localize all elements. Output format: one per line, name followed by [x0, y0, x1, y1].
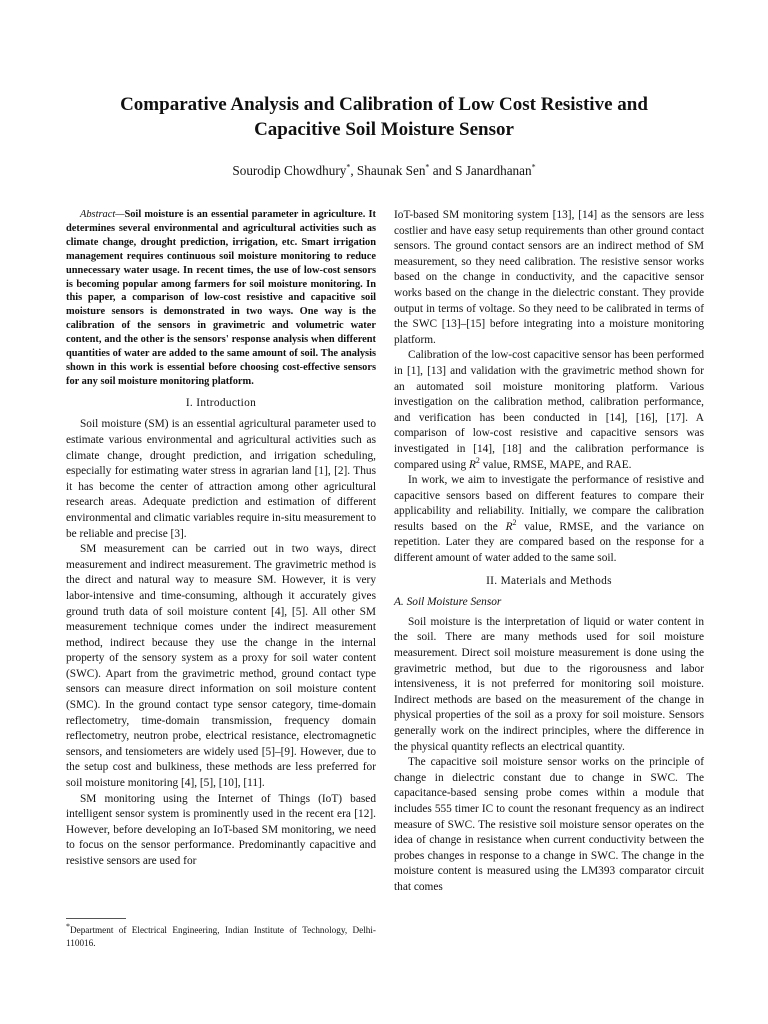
affiliation-mark: * — [531, 162, 536, 172]
author-1: Sourodip Chowdhury — [232, 163, 347, 178]
affiliation-mark: * — [346, 162, 351, 172]
r-squared-symbol: R — [505, 520, 513, 533]
author-3: S Janardhanan — [455, 163, 532, 178]
methods-paragraph-2: The capacitive soil moisture sensor works on the principle of change in dielectric constant due to change in SWC. The capacitance-based sensing probe comes within a module that includes 555 timer IC to count the resonant frequency as an indirect measure of SWC. The resistive soil moisture sensor operates on the idea of change in resistance when current conductivity between the probes changes in response to a change in SWC. The change in the moisture content is measured using the LM393 comparator circuit that comes — [394, 756, 704, 893]
title-line-2: Capacitive Soil Moisture Sensor — [254, 119, 514, 140]
footnote-divider — [66, 918, 126, 919]
right-column — [394, 208, 704, 896]
author-separator: and — [429, 163, 456, 178]
paragraph-text: In work, we aim to investigate the performance of resistive and capacitive sensors based on different features to compare their applicability and reliability. Initially, we compare the calibration results based on the — [394, 474, 704, 533]
abstract-label: Abstract— — [80, 209, 125, 220]
paper-title — [60, 92, 708, 142]
title-line-1: Comparative Analysis and Calibration of Low Cost Resistive and — [120, 94, 648, 115]
r-squared-exponent: 2 — [512, 518, 517, 528]
footnote-mark: * — [66, 921, 70, 931]
author-list — [60, 163, 708, 179]
intro-paragraph-5 — [394, 473, 704, 567]
section-heading-introduction: I. Introduction — [185, 396, 257, 409]
intro-paragraph-3: SM monitoring using the Internet of Things (IoT) based intelligent sensor system is prominently used in the recent era [12]. However, before developing an IoT-based SM monitoring, we need to focus on the sensor performance. Predominantly capacitive and resistive sensors are used for — [66, 792, 376, 867]
intro-paragraph-2: SM measurement can be carried out in two ways, direct measurement and indirect measurement. The gravimetric method is the direct and natural way to measure SM. However, it is very labor-intensive and time-consuming, although it accurately gives ground truth data of soil moisture content [4], [5]. All other SM measurement technique comes under the indirect measurement method, indirect because they use the change in the internal property of the sensory system as a proxy for soil water content (SWC). Apart from the gravimetric method, ground contact type sensors can measure direct information on soil moisture content (SMC). In the ground contact type sensor category, time-domain reflectometry, time-domain transmission, frequency domain reflectometry, neutron probe, electrical resistance, electromagnetic sensors, and tensiometers are widely used [5]–[9]. However, due to the setup cost and bulkiness, these methods are less preferred for soil moisture monitoring [4], [5], [10], [11]. — [66, 543, 376, 790]
subsection-heading-sensor: A. Soil Moisture Sensor — [394, 596, 502, 609]
paragraph-text: Calibration of the low-cost capacitive sensor has been performed in [1], [13] and validation with the gravimetric method shown for an automated soil moisture monitoring platform. Various investigation on the calibration method, calibration performance, and verification has been conducted in [14], [16], [17]. A comparison of low-cost resistive and capacitive sensors was investigated in [14], [18] and the calibration performance is compared using — [394, 349, 704, 471]
footnote-text: Department of Electrical Engineering, Indian Institute of Technology, Delhi-110016. — [66, 925, 376, 948]
intro-paragraph-4 — [394, 348, 704, 473]
paragraph-text: value, RMSE, and the variance on repetition. Later they are compared based on the response for a different amount of water added to the same soil. — [394, 520, 704, 565]
intro-paragraph-3-continued: IoT-based SM monitoring system [13], [14] as the sensors are less costlier and have easy setup requirements than other ground contact sensors. The ground contact sensors are an indirect method of SM measurement, so they need calibration. The resistive sensor works based on the change in conductivity, and the capacitive sensor works based on the change in the dielectric constant. They provide output in terms of voltage. So they need to be calibrated in terms of the SWC [13]–[15] before integrating into a moisture monitoring platform. — [394, 209, 704, 346]
footnote — [66, 921, 376, 949]
section-heading-methods: II. Materials and Methods — [486, 574, 612, 587]
paragraph-text: value, RMSE, MAPE, and RAE. — [479, 458, 632, 471]
r-squared-exponent: 2 — [475, 455, 480, 465]
author-2: Shaunak Sen — [356, 163, 426, 178]
intro-paragraph-1: Soil moisture (SM) is an essential agricultural parameter used to estimate various environmental and agricultural activities such as climate change, drought prediction, and irrigation scheduling, especially for estimating water stress in agrarian land [1], [2]. Thus it has become the center of attraction among other agricultural research areas. Adequate prediction and estimation of different environmental and climatic variables require in-situ measurement to be reliable and precise [3]. — [66, 418, 376, 540]
author-separator: , — [350, 163, 357, 178]
left-column — [66, 208, 376, 870]
abstract — [66, 208, 376, 389]
abstract-text: Soil moisture is an essential parameter in agriculture. It determines several environmental and agricultural activities such as climate change, drought prediction, irrigation, etc. Smart irrigation management requires continuous soil moisture monitoring to reduce unnecessary water usage. In recent times, the use of low-cost sensors is becoming popular among farmers for soil moisture monitoring. In this paper, a comparison of low-cost resistive and capacitive soil moisture sensors is demonstrated in two ways. One way is the calibration of the sensors in gravimetric and volumetric water content, and the other is the sensors' response analysis when different quantities of water are added to the same amount of soil. The analysis shown in this work is essential before choosing cost-effective sensors for any soil moisture monitoring platform. — [66, 209, 376, 387]
r-squared-symbol: R — [468, 458, 476, 471]
affiliation-mark: * — [425, 162, 430, 172]
methods-paragraph-1: Soil moisture is the interpretation of liquid or water content in the soil. There are many methods used for soil moisture measurement. Direct soil moisture measurement is done using the gravimetric method, but due to the rigorousness and labor intensiveness, it is not preferred for monitoring soil moisture. Indirect methods are based on the measurement of the change in physical properties of the soil as a proxy for soil moisture. Sensors generally work on the indirect principles, where the difference in the physical quantity reflects an electrical quantity. — [394, 615, 704, 753]
